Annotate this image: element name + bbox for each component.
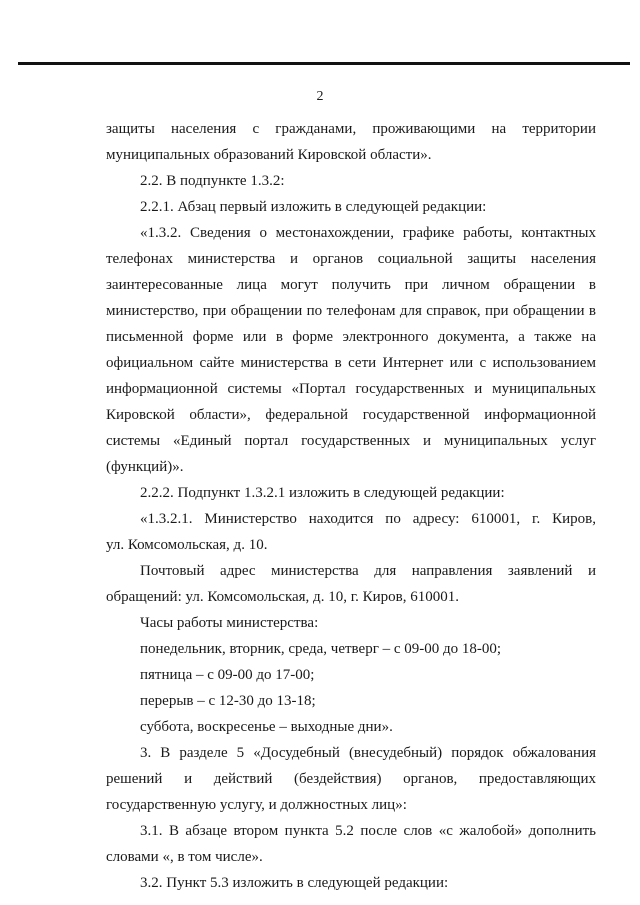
text-line: решений и действий (бездействия) органов, предоставляющих bbox=[106, 771, 596, 787]
text-line: заинтересованные лица могут получить при личном обращении в bbox=[106, 277, 596, 293]
text-line: понедельник, вторник, среда, четверг – с 09-00 до 18-00; bbox=[140, 641, 502, 657]
text-line: Почтовый адрес министерства для направления заявлений и bbox=[140, 563, 596, 579]
text-line: официальном сайте министерства в сети Интернет или с использованием bbox=[106, 355, 596, 371]
text-line: государственную услугу, и должностных лиц»: bbox=[106, 797, 407, 813]
text-line: 2.2.2. Подпункт 1.3.2.1 изложить в следующей редакции: bbox=[140, 485, 505, 501]
text-line: системы «Единый портал государственных и муниципальных услуг bbox=[106, 433, 596, 449]
text-line: 2.2.1. Абзац первый изложить в следующей редакции: bbox=[140, 199, 487, 215]
text-line: Часы работы министерства: bbox=[140, 615, 319, 631]
text-line: «1.3.2. Сведения о местонахождении, графике работы, контактных bbox=[140, 225, 596, 241]
text-line: перерыв – с 12-30 до 13-18; bbox=[140, 693, 316, 709]
text-line: (функций)». bbox=[106, 459, 184, 475]
text-line: «1.3.2.1. Министерство находится по адресу: 610001, г. Киров, bbox=[140, 511, 596, 527]
text-line: 3. В разделе 5 «Досудебный (внесудебный) порядок обжалования bbox=[140, 745, 596, 761]
page-number: 2 bbox=[316, 89, 324, 104]
text-line: муниципальных образований Кировской области». bbox=[106, 147, 432, 163]
text-line: 2.2. В подпункте 1.3.2: bbox=[140, 173, 285, 189]
text-line: словами «, в том числе». bbox=[106, 849, 263, 865]
text-line: ул. Комсомольская, д. 10. bbox=[106, 537, 268, 553]
header-rule bbox=[18, 62, 630, 65]
text-line: обращений: ул. Комсомольская, д. 10, г. Киров, 610001. bbox=[106, 589, 460, 605]
text-line: защиты населения с гражданами, проживающими на территории bbox=[106, 121, 596, 137]
text-line: 3.1. В абзаце втором пункта 5.2 после слов «с жалобой» дополнить bbox=[140, 823, 596, 839]
text-line: Кировской области», федеральной государственной информационной bbox=[106, 407, 596, 423]
text-line: 3.2. Пункт 5.3 изложить в следующей редакции: bbox=[140, 875, 449, 891]
text-line: информационной системы «Портал государственных и муниципальных bbox=[106, 381, 596, 397]
text-line: телефонах министерства и органов социальной защиты населения bbox=[106, 251, 596, 267]
text-line: суббота, воскресенье – выходные дни». bbox=[140, 719, 393, 735]
text-line: письменной форме или в форме электронного документа, а также на bbox=[106, 329, 596, 345]
text-line: министерство, при обращении по телефонам для справок, при обращении в bbox=[106, 303, 596, 319]
text-line: пятница – с 09-00 до 17-00; bbox=[140, 667, 315, 683]
